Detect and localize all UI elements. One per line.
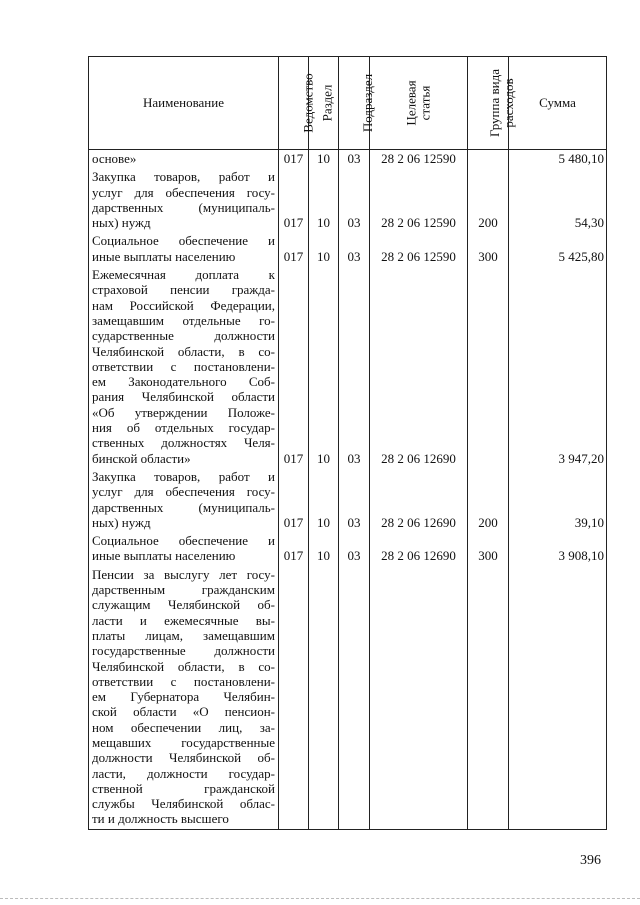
row-name-line: платы лицам, замещавшим	[92, 627, 275, 643]
row-name-line: Пенсии за выслугу лет госу-	[92, 566, 275, 582]
header-vedomstvo: Ведомство	[279, 57, 309, 150]
row-name-line: ных) нужд	[92, 514, 151, 530]
row-podrazdel: 03	[339, 532, 370, 566]
row-sum: 3 947,20	[509, 266, 607, 468]
row-name-line: ственных должностях Челя-	[92, 435, 275, 451]
row-name-line: Закупка товаров, работ и	[92, 169, 275, 185]
row-name-cell	[89, 566, 279, 830]
row-name-line: Ежемесячная доплата к	[92, 267, 275, 283]
row-name-line: ных) нужд	[92, 215, 151, 231]
row-name-line: иные выплаты населению	[92, 248, 236, 264]
row-sum	[509, 566, 607, 830]
row-name-cell	[89, 150, 279, 169]
row-name-line: дарственных (муниципаль-	[92, 499, 275, 515]
row-podrazdel	[339, 566, 370, 830]
row-name-line: Социальное обеспечение и	[92, 233, 275, 249]
row-name-line: Закупка товаров, работ и	[92, 468, 275, 484]
row-name-line: службы Челябинской облас-	[92, 796, 275, 812]
row-name-line: ответствии с постановлени-	[92, 358, 275, 374]
row-name-line: страховой пенсии гражда-	[92, 282, 275, 298]
row-podrazdel: 03	[339, 266, 370, 468]
row-podrazdel: 03	[339, 168, 370, 232]
row-name-line: мещавших государственные	[92, 734, 275, 750]
header-podrazdel: Подраздел	[339, 57, 370, 150]
row-name-line: Челябинской области, в со-	[92, 658, 275, 674]
row-name-line: иные выплаты населению	[92, 548, 236, 564]
table-body	[89, 150, 607, 830]
row-name-cell	[89, 532, 279, 566]
row-name-line: ния об отдельных государ-	[92, 420, 275, 436]
row-vedomstvo: 017	[279, 266, 309, 468]
row-name-line: рания Челябинской области	[92, 389, 275, 405]
row-name-line: ем Губернатора Челябин-	[92, 689, 275, 705]
row-vedomstvo: 017	[279, 150, 309, 169]
row-name-line: замещавшим отдельные го-	[92, 312, 275, 328]
row-razdel	[309, 566, 339, 830]
row-expense-group	[468, 266, 509, 468]
row-target-article: 28 2 06 12590	[370, 168, 468, 232]
row-vedomstvo: 017	[279, 532, 309, 566]
row-name-line: служащим Челябинской об-	[92, 597, 275, 613]
row-podrazdel: 03	[339, 232, 370, 266]
row-target-article: 28 2 06 12690	[370, 468, 468, 532]
header-name: Наименование	[89, 57, 279, 150]
page-bottom-edge	[0, 898, 640, 900]
row-name-line: услуг для обеспечения госу-	[92, 184, 275, 200]
header-razdel: Раздел	[309, 57, 339, 150]
table-row	[89, 168, 607, 232]
row-expense-group	[468, 150, 509, 169]
row-name-line: дарственных (муниципаль-	[92, 199, 275, 215]
row-name-line: должности Челябинской об-	[92, 750, 275, 766]
row-podrazdel: 03	[339, 150, 370, 169]
row-vedomstvo	[279, 566, 309, 830]
row-expense-group: 300	[468, 232, 509, 266]
row-expense-group: 200	[468, 168, 509, 232]
row-name-line: нам Российской Федерации,	[92, 297, 275, 313]
row-name-cell	[89, 232, 279, 266]
row-name-line: дарственным гражданским	[92, 582, 275, 598]
row-target-article	[370, 566, 468, 830]
row-razdel: 10	[309, 232, 339, 266]
row-target-article: 28 2 06 12690	[370, 532, 468, 566]
row-name-line: Челябинской области, в со-	[92, 343, 275, 359]
header-target-article: Целевая статья	[370, 57, 468, 150]
row-name-cell	[89, 266, 279, 468]
row-name-line: ской области «О пенсион-	[92, 704, 275, 720]
row-razdel: 10	[309, 468, 339, 532]
row-name-line: Социальное обеспечение и	[92, 533, 275, 549]
row-name-line: ем Законодательного Соб-	[92, 374, 275, 390]
row-sum: 5 425,80	[509, 232, 607, 266]
row-name-line: ответствии с постановлени-	[92, 673, 275, 689]
row-name-line: ласти и ежемесячные вы-	[92, 612, 275, 628]
row-name-line: государственные должности	[92, 643, 275, 659]
row-sum: 39,10	[509, 468, 607, 532]
row-expense-group	[468, 566, 509, 830]
row-vedomstvo: 017	[279, 168, 309, 232]
row-name-line: «Об утверждении Положе-	[92, 404, 275, 420]
row-name-cell	[89, 468, 279, 532]
row-razdel: 10	[309, 150, 339, 169]
row-razdel: 10	[309, 532, 339, 566]
row-name-line: ном обеспечении лиц, за-	[92, 719, 275, 735]
row-name-line: ственной гражданской	[92, 780, 275, 796]
row-podrazdel: 03	[339, 468, 370, 532]
row-name-line: ти и должность высшего	[92, 811, 229, 827]
row-sum: 54,30	[509, 168, 607, 232]
table-row	[89, 266, 607, 468]
table-row	[89, 532, 607, 566]
header-sum: Сумма	[509, 57, 607, 150]
table-row	[89, 232, 607, 266]
row-name-line: основе»	[92, 151, 137, 166]
row-razdel: 10	[309, 266, 339, 468]
table-row	[89, 150, 607, 169]
row-razdel: 10	[309, 168, 339, 232]
row-target-article: 28 2 06 12690	[370, 266, 468, 468]
row-sum: 5 480,10	[509, 150, 607, 169]
row-expense-group: 200	[468, 468, 509, 532]
row-vedomstvo: 017	[279, 468, 309, 532]
row-name-line: ласти, должности государ-	[92, 765, 275, 781]
header-expense-group: Группа вида расходов	[468, 57, 509, 150]
row-name-cell	[89, 168, 279, 232]
table-row	[89, 468, 607, 532]
row-target-article: 28 2 06 12590	[370, 232, 468, 266]
row-vedomstvo: 017	[279, 232, 309, 266]
page-number: 396	[580, 853, 601, 868]
row-name-line: сударственные должности	[92, 328, 275, 344]
row-target-article: 28 2 06 12590	[370, 150, 468, 169]
row-name-line: бинской области»	[92, 450, 191, 466]
row-sum: 3 908,10	[509, 532, 607, 566]
table-row	[89, 566, 607, 830]
row-expense-group: 300	[468, 532, 509, 566]
budget-table	[88, 56, 607, 830]
row-name-line: услуг для обеспечения госу-	[92, 484, 275, 500]
table-header-row	[89, 57, 607, 150]
